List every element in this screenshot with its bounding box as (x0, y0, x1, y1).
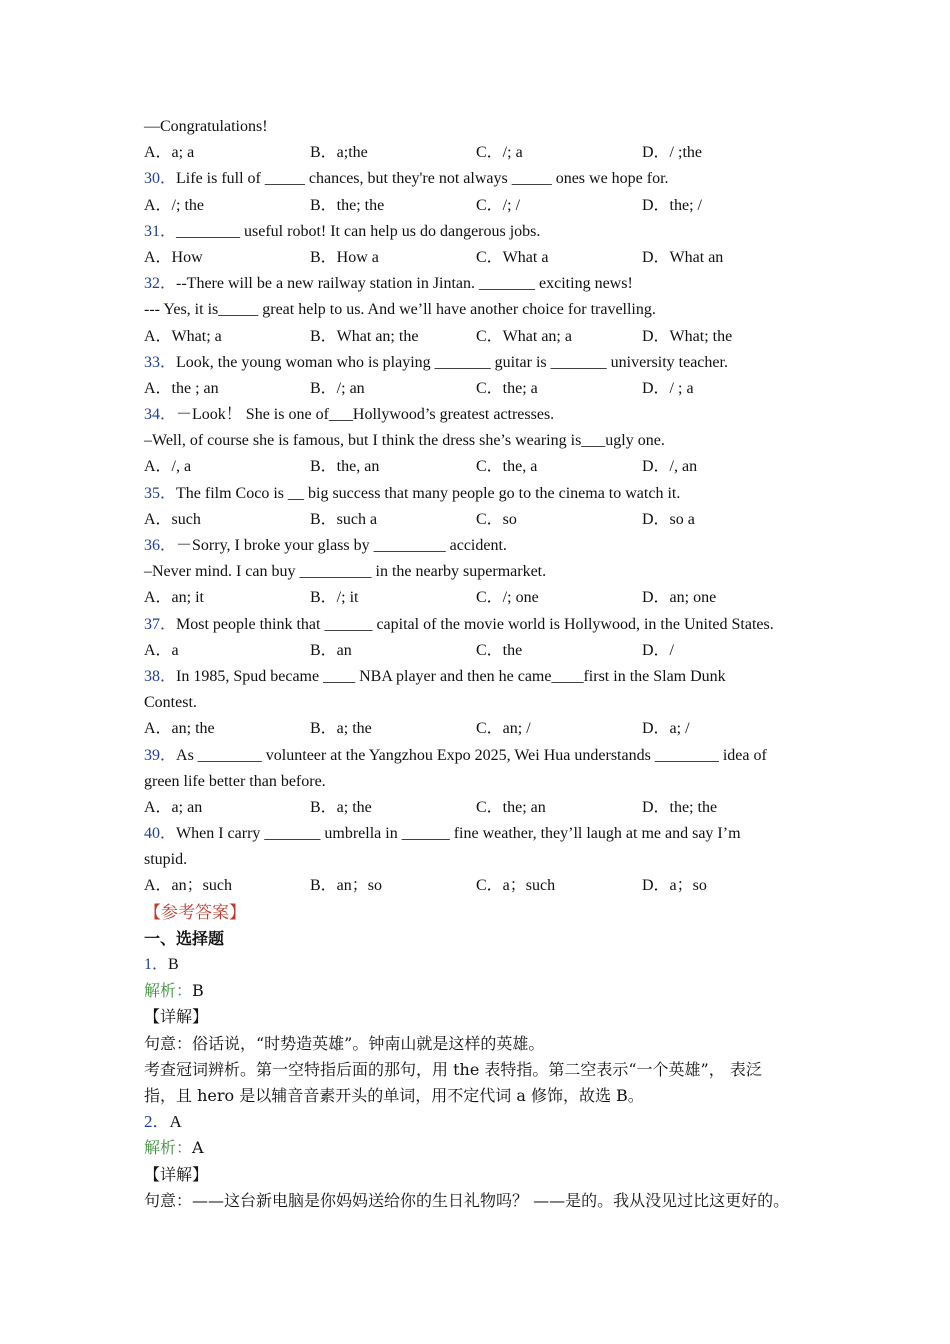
question-text: The film Coco is __ big success that many people go to the cinema to watch it. (176, 484, 681, 502)
question-39 (144, 743, 834, 769)
question-text: －Look！ She is one of___Hollywood’s greatest actresses. (176, 406, 555, 424)
question-text: Most people think that ______ capital of the movie world is Hollywood, in the United States. (176, 615, 774, 633)
intro-line: —Congratulations! (144, 118, 268, 135)
analysis-value: A (192, 1138, 204, 1158)
option-b: B．a; the (310, 720, 372, 738)
option-a: A．an; it (144, 589, 204, 607)
question-35 (144, 481, 834, 507)
options-row (144, 376, 834, 402)
detail-line: 指，且 hero 是以辅音音素开头的单词，用不定代词 a 修饰，故选 B。 (144, 1085, 644, 1105)
question-31 (144, 219, 834, 245)
question-number: 38． (144, 667, 177, 685)
option-d: D．the; / (642, 196, 702, 214)
option-d: D．a；so (642, 877, 707, 895)
option-a: A．a; an (144, 798, 203, 816)
question-number: 30． (144, 170, 177, 188)
question-33 (144, 350, 834, 376)
question-text: Life is full of _____ chances, but they're not always _____ ones we hope for. (176, 170, 669, 188)
option-b: B．a;the (310, 144, 368, 162)
question-37 (144, 612, 834, 638)
question-text: ________ useful robot! It can help us do dangerous jobs. (176, 222, 541, 240)
question-text-line-2: stupid. (144, 851, 188, 869)
question-text-line-2: Contest. (144, 694, 197, 712)
question-text: --There will be a new railway station in Jintan. _______ exciting news! (176, 275, 633, 293)
question-40 (144, 821, 834, 847)
option-a: A．a; a (144, 144, 195, 162)
section-title: 一、选择题 (144, 928, 225, 948)
option-a: A．/, a (144, 458, 192, 476)
option-b: B．/; an (310, 379, 365, 397)
question-32 (144, 271, 834, 297)
options-row (144, 193, 834, 219)
question-number: 36． (144, 537, 177, 554)
option-c: C．the (476, 641, 523, 659)
options-row (144, 507, 834, 533)
options-row (144, 585, 834, 611)
question-text: When I carry _______ umbrella in ______ fine weather, they’ll laugh at me and say I’m (176, 825, 741, 843)
options-row (144, 454, 834, 480)
question-38 (144, 664, 834, 690)
detail-line: 考查冠词辨析。第一空特指后面的那句，用 the 表特指。第二空表示“一个英雄”， 表泛 (144, 1059, 762, 1079)
option-d: D．What an (642, 248, 724, 266)
options-row (144, 716, 834, 742)
option-c: C．a；such (476, 877, 556, 895)
question-text: In 1985, Spud became ____ NBA player and then he came____first in the Slam Dunk (176, 667, 726, 685)
option-c: C．/; a (476, 144, 523, 162)
option-b: B．/; it (310, 589, 359, 607)
option-d: D．/, an (642, 458, 698, 476)
option-d: D．/ (642, 641, 675, 659)
question-text-line-2: –Well, of course she is famous, but I think the dress she’s wearing is___ugly one. (144, 432, 665, 450)
option-c: C．What a (476, 248, 549, 266)
question-text: As ________ volunteer at the Yangzhou Expo 2025, Wei Hua understands ________ idea of (176, 746, 767, 764)
option-a: A．such (144, 510, 201, 528)
answer-number: 1． (144, 956, 169, 973)
option-d: D．an; one (642, 589, 717, 607)
options-row (144, 638, 834, 664)
answer-number: 2． (144, 1112, 170, 1132)
question-text-line-2: –Never mind. I can buy _________ in the nearby supermarket. (144, 563, 547, 581)
option-b: B．such a (310, 510, 378, 528)
option-d: D．/ ; a (642, 379, 694, 397)
detail-label: 【详解】 (144, 1007, 209, 1027)
option-b: B．How a (310, 248, 379, 266)
analysis-label: 解析： (144, 981, 193, 1001)
option-c: C．/; / (476, 196, 521, 214)
option-a: A．/; the (144, 196, 204, 214)
content-column (144, 114, 834, 1214)
question-34 (144, 402, 834, 428)
question-text-line-2: green life better than before. (144, 772, 326, 790)
question-text: －Sorry, I broke your glass by _________ accident. (176, 537, 507, 554)
answer-2 (144, 1109, 834, 1135)
option-c: C．an; / (476, 720, 531, 738)
options-row (144, 140, 834, 166)
question-number: 39． (144, 746, 177, 764)
option-d: D．a; / (642, 720, 690, 738)
option-b: B．an；so (310, 877, 383, 895)
option-a: A．a (144, 641, 179, 659)
detail-label: 【详解】 (144, 1164, 209, 1184)
option-b: B．What an; the (310, 327, 419, 345)
question-30 (144, 166, 834, 192)
option-d: D．the; the (642, 798, 718, 816)
question-number: 32． (144, 275, 177, 293)
option-c: C．the; an (476, 798, 546, 816)
option-a: A．How (144, 248, 203, 266)
option-d: D．so a (642, 510, 695, 528)
option-a: A．the ; an (144, 379, 219, 397)
question-36 (144, 533, 834, 559)
option-d: D．/ ;the (642, 144, 702, 162)
option-b: B．the; the (310, 196, 385, 214)
analysis-value: B (192, 981, 204, 1001)
options-row (144, 795, 834, 821)
option-c: C．What an; a (476, 327, 572, 345)
answer-1 (144, 952, 834, 978)
option-a: A．an；such (144, 877, 232, 895)
option-b: B．a; the (310, 798, 372, 816)
analysis-2 (144, 1135, 834, 1161)
answer-header: 【参考答案】 (144, 902, 246, 923)
option-c: C．so (476, 510, 517, 528)
option-c: C．/; one (476, 589, 539, 607)
analysis-label: 解析： (144, 1138, 193, 1158)
option-b: B．an (310, 641, 352, 659)
option-c: C．the; a (476, 379, 538, 397)
question-text-line-2: --- Yes, it is_____ great help to us. And we’ll have another choice for travelling. (144, 301, 656, 319)
question-number: 34． (144, 406, 177, 424)
detail-line: 句意：——这台新电脑是你妈妈送给你的生日礼物吗？ ——是的。我从没见过比这更好的。 (144, 1190, 790, 1210)
question-number: 33． (144, 353, 177, 371)
detail-line: 句意：俗话说，“时势造英雄”。钟南山就是这样的英雄。 (144, 1033, 545, 1053)
question-number: 31． (144, 222, 177, 240)
answer-letter: B (168, 956, 179, 973)
option-d: D．What; the (642, 327, 733, 345)
options-row (144, 245, 834, 271)
question-number: 35． (144, 484, 177, 502)
options-row (144, 324, 834, 350)
question-text: Look, the young woman who is playing _______ guitar is _______ university teacher. (176, 353, 728, 371)
option-a: A．What; a (144, 327, 222, 345)
option-a: A．an; the (144, 720, 215, 738)
analysis-1 (144, 978, 834, 1004)
question-number: 37． (144, 615, 177, 633)
answer-letter: A (169, 1112, 182, 1132)
option-b: B．the, an (310, 458, 380, 476)
options-row (144, 873, 834, 899)
question-number: 40． (144, 825, 177, 843)
option-c: C．the, a (476, 458, 538, 476)
